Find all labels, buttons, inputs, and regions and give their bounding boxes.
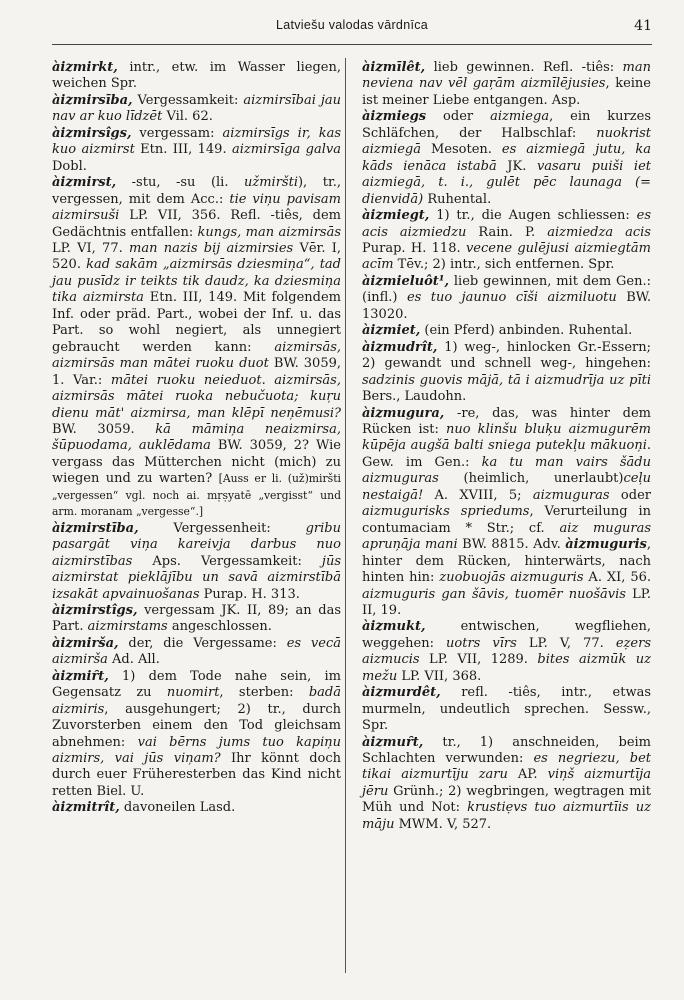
example-italic: kā māmiņa neaizmirsa, šūpuodama, auklēdama [52,421,341,454]
definition-text: Etn. III, 149. [134,142,232,158]
definition-text: Ihr könnt doch durch euer Früheresterben das Kind nicht retten Biel. U. [52,751,341,799]
definition-text: oder [609,487,651,503]
definition-text: BW. 8815. Adv. [457,537,566,553]
definition-text: Vēr. I, 520. [52,240,341,273]
example-italic: es negriezu, bet tikai aizmurtīju zaru [362,751,651,783]
definition-text: vergessam JK. II, 89; an das Part. [52,602,341,635]
definition-text: MWM. V, 527. [394,816,492,832]
definition-text: LP. VII, 356. Refl. -tiês, dem Gedächtnis entfallen: [52,208,341,240]
example-italic: aizmirsībai jau nav ar kuo līdzēt [52,92,341,125]
example-italic: aizmirsās, aizmirsās man mātei ruoku duot [52,339,341,372]
example-italic: ka tu man vairs šādu aizmuguras [362,454,651,487]
headword: àizmugura, [362,405,445,421]
example-italic: es acis aizmiedzu [362,208,651,240]
example-italic: aizmirsīga galva [231,142,341,158]
definition-text: . Gew. im Gen.: [362,438,651,470]
definition-text: , hinter dem Rücken, hinterwärts, nach hinten hin: [362,537,651,586]
example-italic: es vecā aizmirša [52,635,341,668]
example-italic: krustiẹvs tuo aizmurtīis uz māju [362,800,652,832]
dictionary-entry [52,636,341,669]
example-italic: aizmuguras [532,487,610,503]
definition-text: , sterben: [219,685,309,701]
example-italic: vasaru puiši iet aizmiegā, t. i., gulēt pēc launaga (= dienvidā) [362,158,651,207]
left-column [52,60,341,817]
example-italic: aizmuguris gan šāvis, tuomēr nuošāvis [362,586,626,602]
dictionary-entry [362,619,651,685]
dictionary-entry [362,406,651,620]
example-italic: vai bērns jums tuo kapiņu aizmirs, vai jūs viņam? [52,734,342,767]
definition-text: Aps. Vergessamkeit: [132,553,322,569]
example-italic: man nazis bij aizmirsies [129,240,294,256]
sub-headword: àizmuguris [565,537,647,553]
example-italic: bites aizmūk uz mežu [362,652,651,684]
example-italic: aizmiega [490,109,550,125]
example-italic: uotrs vīrs [446,635,517,651]
definition-text: 1) tr., die Augen schliessen: [429,208,637,224]
definition-text: Vil. 62. [162,109,213,125]
definition-text: AP. [507,767,548,783]
dictionary-entry [52,175,341,521]
definition-text: Mesoten. [421,142,502,158]
definition-text: Bers., Laudohn. [362,389,467,405]
example-italic: kad sakām „aizmirsās dziesmiņa“, tad jau pusīdz ir teikts tik daudz, ka dziesmiņa tika aizmirsta [52,257,341,306]
definition-text: 1) weg-, hinlocken Gr.-Essern; 2) gewandt und schnell weg-, hingehen: [362,339,651,372]
dictionary-entry [362,323,651,339]
definition-text: lieb gewinnen, mit dem Gen.: (infl.) [362,273,651,306]
dictionary-entry [52,93,341,126]
definition-text: Vergessenheit: [138,520,306,536]
definition-text: Dobl. [52,158,87,174]
definition-text: , Verurteilung in contumaciam * Str.; cf. [362,504,651,536]
dictionary-entry [362,60,651,109]
headword: àizmiegt, [362,208,430,224]
headword: àizmukt, [362,619,426,635]
definition-text: -re, das, was hinter dem Rücken ist: [362,405,651,437]
definition-text: BW. 3059, 1. Var.: [52,356,341,388]
definition-text: tr., 1) anschneiden, beim Schlachten verwunden: [362,734,651,767]
headword: àizmuȓt, [362,734,424,750]
example-italic: man neviena nav vēl gaŗām aizmīlējusies [362,60,651,92]
definition-text: ), tr., vergessen, mit dem Acc.: [52,175,341,207]
example-italic: es aizmiegā jutu, ka kāds ienāca istabā [362,142,651,174]
definition-text: LP. V, 77. [516,635,616,651]
headword: àizmiegs [362,109,427,125]
column-divider [345,58,346,973]
headword: àizmieluôt¹, [362,273,449,289]
definition-text: (heimlich, unerlaubt) [438,471,624,487]
definition-text: refl. -tiês, intr., etwas murmeln, undeutlich sprechen. Sessw., Spr. [362,685,651,734]
headword: àizmurdêt, [362,685,441,701]
dictionary-entry [362,340,651,406]
definition-text: BW. 3059, 2? Wie vergass das Mütterchen nicht (mich) zu wiegen und zu warten? [52,438,342,487]
headword: àizmirstîgs, [52,602,138,618]
definition-text: A. XVIII, 5; [423,487,533,503]
definition-text: JK. [496,158,537,174]
definition-text: LP. II, 19. [362,586,651,618]
definition-text: , ausgehungert; 2) tr., durch Zuvorsterben einem den Tod gleichsam abnehmen: [52,701,341,750]
definition-text: der, die Vergessame: [118,635,287,651]
dictionary-entry [362,735,651,834]
definition-text: Purap. H. 118. [362,240,466,256]
dictionary-entry [52,800,341,816]
definition-text: lieb gewinnen. Refl. -tiês: [425,60,623,75]
definition-text: Grünh.; 2) wegbringen, wegtragen mit Müh und Not: [362,783,651,816]
definition-text: , keine ist meiner Liebe entgangen. Asp. [362,76,651,108]
example-italic: vecene gulējusi aizmiegtām acīm [362,240,651,273]
definition-text: angeschlossen. [167,619,272,635]
definition-text: Ad. All. [107,652,160,668]
headword: àizmirstība, [52,520,139,536]
definition-text: LP. VII, 1289. [419,652,538,668]
headword: àizmiet, [362,323,421,339]
headword: àizmīlêt, [362,60,426,75]
right-column [362,60,651,833]
example-italic: viņš aizmurtīja jēru [362,767,652,799]
example-italic: aizmirstams [87,619,168,635]
definition-text: Vergessamkeit: [132,92,244,108]
definition-text: vergessam: [131,125,223,141]
etymology-note: [Auss er li. (už)miršti „vergessen“ vgl. noch ai. mṛṣyatē „vergisst“ und arm. moranam „vergesse“.] [52,472,341,519]
headword: àizmitrît, [52,800,120,816]
definition-text: entwischen, wegfliehen, weggehen: [362,619,651,651]
example-italic: aizmugurisks spriedums [362,504,530,520]
headword: àizmirst, [52,175,117,191]
page-number: 41 [634,18,652,34]
example-italic: ceļu nestaigā! [362,471,651,503]
definition-text: BW. 13020. [362,290,651,322]
definition-text: intr., etw. im Wasser liegen, weichen Spr. [52,60,341,92]
example-italic: nuomirt [166,685,220,701]
definition-text: davoneilen Lasd. [119,800,236,816]
example-italic: aizmiedza acis [547,224,651,240]
dictionary-entry [52,669,341,801]
headword: àizmirša, [52,635,119,651]
running-title: Latviešu valodas vārdnīca [275,18,429,32]
dictionary-entry [52,60,341,93]
definition-text: Etn. III, 149. Mit folgendem Inf. oder präd. Part., wobei der Inf. u. das Part. so wohl negiert, als unnegiert gebraucht werden kann: [52,290,341,355]
example-italic: mātei ruoku neieduot. aizmirsās, aizmirsās mātei ruoka nebučuota; kuŗu dienu māt' aizmirsa, man klēpī neņēmusi? [52,372,341,421]
example-italic: badā aizmiris [52,685,342,717]
definition-text: oder [426,109,491,125]
example-italic: tie viņu pavisam aizmirsuši [52,191,341,224]
headword: àizmirkt, [52,60,118,75]
example-italic: kungs, man aizmirsās [197,224,341,240]
example-italic: užmiršti [244,175,298,191]
definition-text: LP. VII, 368. [397,668,482,684]
example-italic: nuokrist aizmiegā [362,125,651,158]
example-italic: eẓers aizmucis [362,635,651,668]
dictionary-entry [52,521,341,603]
dictionary-entry [362,208,651,274]
headword: àizmirsîgs, [52,125,132,141]
headword: àizmirsība, [52,92,133,108]
definition-text: Purap. H. 313. [199,586,300,602]
definition-text: Ruhental. [423,191,492,207]
dictionary-entry [52,126,341,175]
definition-text: A. XI, 56. [583,570,651,586]
definition-text: 1) dem Tode nahe sein, im Gegensatz zu [52,668,341,701]
definition-text: -stu, -su (li. [116,175,244,191]
definition-text: (ein Pferd) anbinden. Ruhental. [420,323,633,339]
dictionary-entry [362,274,651,323]
example-italic: jūs aizmirstat pieklājību un savā aizmirstībā izsakāt apvainuošanas [52,553,341,602]
definition-text: Tēv.; 2) intr., sich entfernen. Spr. [393,257,615,273]
header-rule [52,44,652,45]
example-italic: sadzinis guovis mājā, tā i aizmudrīja uz pīti [362,372,651,388]
dictionary-entry [362,685,651,734]
dictionary-entry [52,603,341,636]
example-italic: nuo klinšu bluķu aizmugurēm kūpēja augšā balti sniega putekļu mākuoņi [362,421,651,454]
definition-text: , ein kurzes Schläfchen, der Halbschlaf: [362,109,651,141]
definition-text: LP. VI, 77. [52,240,129,256]
headword: àizmudrît, [362,339,438,355]
example-italic: es tuo jaunuo cīši aizmiluotu [406,290,617,306]
headword: àizmiȓt, [52,668,109,684]
example-italic: aiz muguras apruņāja mani [362,520,652,553]
dictionary-entry [362,109,651,208]
definition-text: BW. 3059. [52,421,156,437]
example-italic: zuobuojās aizmuguris [439,570,584,586]
definition-text: Rain. P. [466,224,548,240]
example-italic: gribu pasargāt viņa kareivja darbus nuo aizmirstības [52,520,341,569]
example-italic: aizmirsīgs ir, kas kuo aizmirst [52,125,341,158]
page-header [52,18,652,40]
